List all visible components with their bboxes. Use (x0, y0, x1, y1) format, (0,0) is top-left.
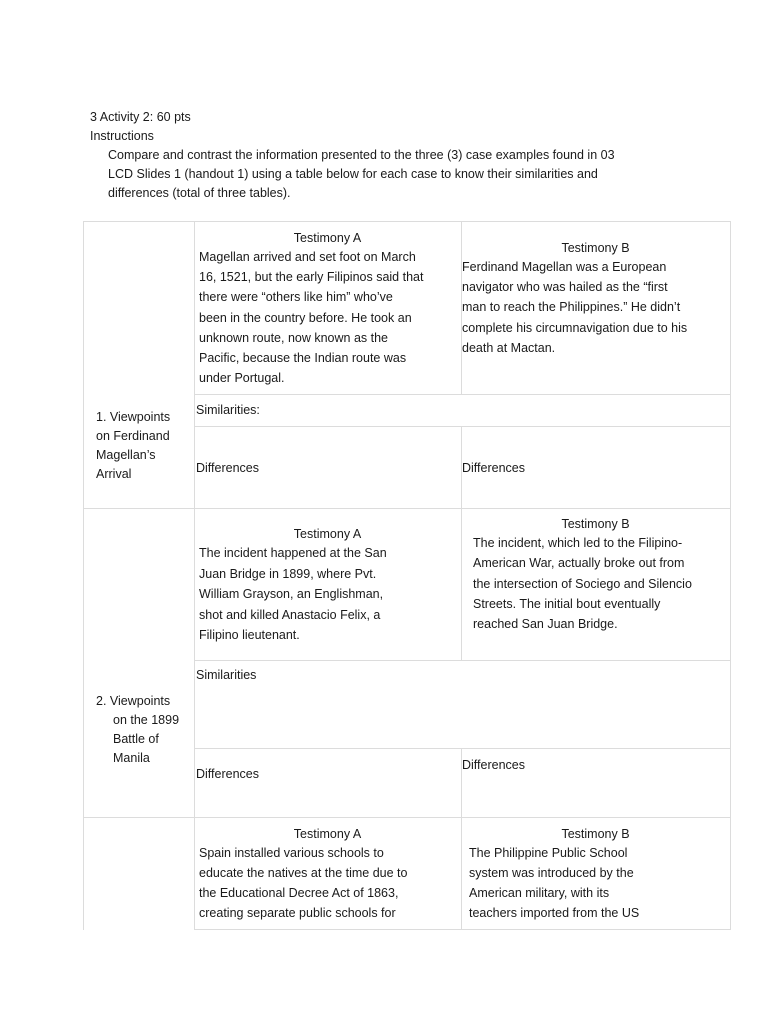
testimony-b-line: Streets. The initial bout eventually (473, 597, 661, 611)
table-row-border (194, 748, 731, 749)
table-border-left (83, 221, 84, 930)
testimony-b-line: The Philippine Public School (469, 846, 628, 860)
differences-b-label: Differences (462, 461, 525, 475)
table-row-border (194, 660, 731, 661)
testimony-b-line: American military, with its (469, 886, 610, 900)
testimony-a-line: Spain installed various schools to (199, 846, 384, 860)
testimony-a-line: Pacific, because the Indian route was (199, 351, 407, 365)
testimony-b-line: the intersection of Sociego and Silencio (473, 577, 692, 591)
testimony-a-line: unknown route, now known as the (199, 331, 389, 345)
case-topic-line: Manila (113, 751, 150, 765)
testimony-a-line: The incident happened at the San (199, 546, 387, 560)
testimony-a-line: 16, 1521, but the early Filipinos said that (199, 270, 424, 284)
case-topic-line: 1. Viewpoints (96, 410, 171, 424)
similarities-label: Similarities (196, 668, 257, 682)
testimony-b-line: man to reach the Philippines.” He didn’t (462, 300, 681, 314)
case-topic-line: 2. Viewpoints (96, 694, 171, 708)
testimony-b-label: Testimony B (561, 827, 630, 841)
table-row-border (83, 221, 731, 222)
testimony-b-line: death at Mactan. (462, 341, 556, 355)
differences-a-label: Differences (196, 461, 259, 475)
testimony-b-line: system was introduced by the (469, 866, 634, 880)
testimony-b-label: Testimony B (561, 517, 630, 531)
testimony-a-label: Testimony A (293, 231, 362, 245)
testimony-b-line: complete his circumnavigation due to his (462, 321, 688, 335)
testimony-b-line: reached San Juan Bridge. (473, 617, 618, 631)
differences-b-label: Differences (462, 758, 525, 772)
table-column-divider (194, 221, 195, 930)
testimony-a-line: under Portugal. (199, 371, 285, 385)
differences-a-label: Differences (196, 767, 259, 781)
testimony-a-line: the Educational Decree Act of 1863, (199, 886, 399, 900)
testimony-b-line: The incident, which led to the Filipino- (473, 536, 683, 550)
table-row-border (83, 817, 731, 818)
table-border-right (730, 221, 731, 930)
testimony-a-line: creating separate public schools for (199, 906, 396, 920)
case-topic-line: on the 1899 (113, 713, 180, 727)
testimony-a-label: Testimony A (293, 527, 362, 541)
case-topic-line: Magellan’s (96, 448, 156, 462)
case-topic-line: Arrival (96, 467, 132, 481)
testimony-a-line: educate the natives at the time due to (199, 866, 408, 880)
testimony-a-line: Filipino lieutenant. (199, 628, 300, 642)
testimony-a-line: William Grayson, an Englishman, (199, 587, 384, 601)
testimony-b-line: navigator who was hailed as the “first (462, 280, 668, 294)
testimony-a-line: Juan Bridge in 1899, where Pvt. (199, 567, 377, 581)
table-row-border (194, 929, 731, 930)
testimony-a-label: Testimony A (293, 827, 362, 841)
table-row-border (83, 508, 731, 509)
testimony-a-line: been in the country before. He took an (199, 311, 412, 325)
case-topic-line: on Ferdinand (96, 429, 170, 443)
testimony-b-line: American War, actually broke out from (473, 556, 685, 570)
similarities-label: Similarities: (196, 403, 260, 417)
instruction-line: LCD Slides 1 (handout 1) using a table below for each case to know their similarities and (108, 167, 598, 181)
testimony-b-label: Testimony B (561, 241, 630, 255)
instruction-line: differences (total of three tables). (108, 186, 291, 200)
activity-title: 3 Activity 2: 60 pts (90, 110, 191, 124)
instructions-label: Instructions (90, 129, 154, 143)
testimony-a-line: Magellan arrived and set foot on March (199, 250, 416, 264)
testimony-a-line: shot and killed Anastacio Felix, a (199, 608, 381, 622)
testimony-b-line: Ferdinand Magellan was a European (462, 260, 667, 274)
testimony-a-line: there were “others like him” who’ve (199, 290, 393, 304)
table-row-border (194, 426, 731, 427)
testimony-b-line: teachers imported from the US (469, 906, 640, 920)
case-topic-line: Battle of (113, 732, 159, 746)
instruction-line: Compare and contrast the information presented to the three (3) case examples found in 03 (108, 148, 615, 162)
table-row-border (194, 394, 731, 395)
